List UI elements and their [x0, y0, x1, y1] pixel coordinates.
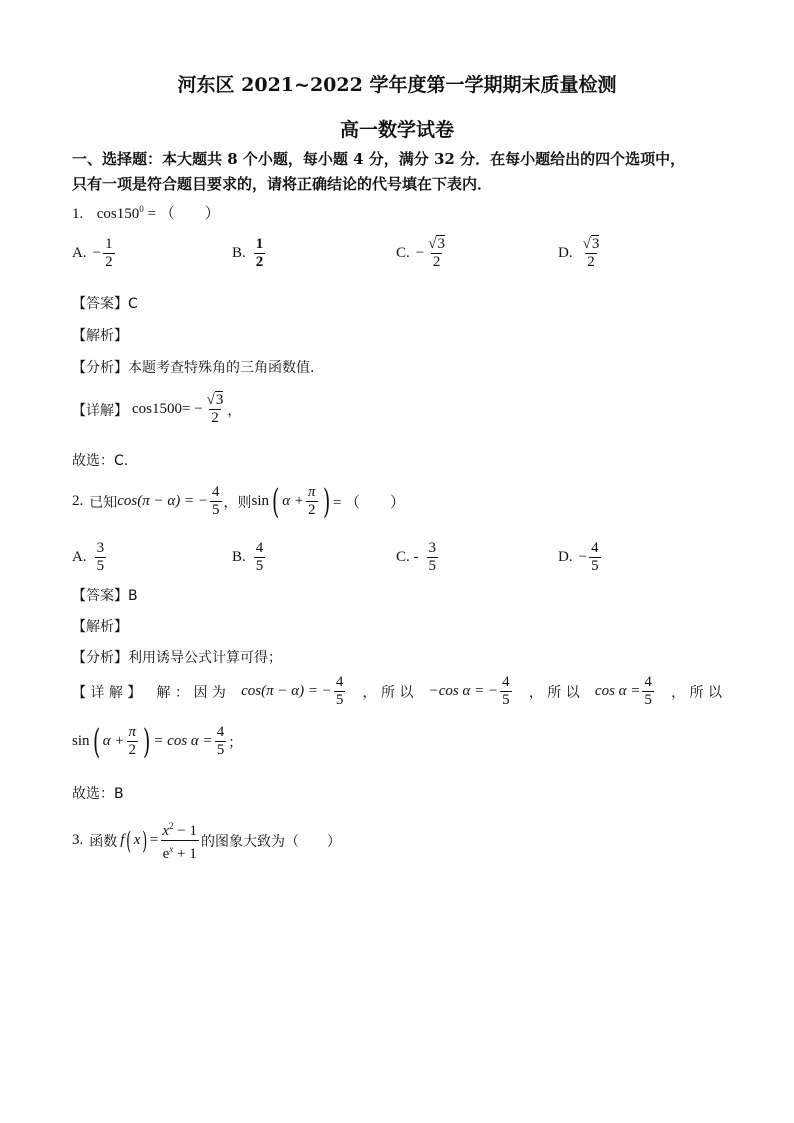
right-paren: ) — [143, 721, 151, 762]
detail-end: ， — [227, 402, 242, 419]
q1-answer — [72, 293, 138, 313]
denominator: 5 — [255, 558, 264, 574]
q1-analysis-tag: 【解析】 — [72, 328, 128, 344]
answer-value: B — [128, 588, 138, 604]
numerator: 4 — [591, 540, 599, 556]
numerator: 1 — [255, 236, 264, 252]
numerator: 1 — [105, 236, 113, 252]
q2-given: 已知 — [89, 494, 118, 511]
function-name: f — [120, 832, 125, 848]
fenxi-tag: 【分析】 — [72, 360, 128, 376]
numerator: 3 — [428, 540, 436, 556]
right-paren: ) — [142, 826, 148, 855]
alpha-plus: α + — [102, 733, 125, 749]
q1-option-c[interactable] — [396, 236, 449, 271]
numerator: 4 — [212, 484, 220, 500]
fenxi-text: 利用诱导公式计算可得； — [128, 650, 282, 666]
question-number: 1. — [72, 206, 84, 222]
fraction — [334, 674, 346, 709]
denominator: 5 — [644, 692, 652, 708]
fenxi-text: 本题考查特殊角的三角函数值. — [128, 360, 315, 376]
detail-tag: 【详解】 — [72, 402, 128, 419]
detail-step-1 — [241, 674, 347, 709]
denominator: 2 — [128, 742, 137, 758]
answer-tag: 【答案】 — [72, 296, 128, 312]
denominator: $e^x + 1$ — [161, 840, 199, 863]
q2-tail: = （ ） — [332, 495, 406, 511]
q1-choice: 故选：C. — [72, 453, 129, 469]
denominator: 5 — [428, 558, 436, 574]
question-number: 2. — [72, 493, 84, 509]
fraction — [127, 724, 139, 759]
q3-func: 函数 — [89, 833, 118, 850]
q2-detail-line-1 — [72, 674, 722, 709]
alpha-plus: α + — [282, 493, 305, 509]
so-connector: ， 所 以 — [528, 684, 580, 701]
fraction — [427, 540, 439, 575]
detail-step-3 — [595, 674, 656, 709]
detail-expression: cos α = — [594, 683, 641, 699]
minus-sign: − — [92, 245, 102, 261]
sin-function: sin — [72, 733, 90, 749]
detail-step-2 — [429, 674, 514, 709]
fraction — [160, 818, 199, 863]
answer-value: C — [128, 296, 138, 312]
detail-solution: 解 ： 因 为 — [156, 684, 226, 701]
minus-sign: − — [578, 549, 588, 565]
q2-option-c[interactable] — [396, 540, 440, 575]
section-instruction-line-1: 一、选择题：本大题共 8 个小题，每小题 4 分，满分 32 分．在每小题给出的四个选项中， — [72, 150, 686, 168]
denominator: 2 — [255, 254, 264, 270]
option-label: C. - — [396, 549, 419, 565]
q2-then: ，则 — [223, 494, 252, 511]
denominator: 2 — [105, 254, 113, 270]
denominator: 5 — [335, 692, 344, 708]
section-instruction-line-2: 只有一项是符合题目要求的，请将正确结论的代号填在下表内． — [72, 175, 493, 193]
equals: = — [149, 832, 159, 848]
degree-mark: 0 — [139, 204, 144, 214]
fraction — [500, 674, 512, 709]
fraction — [95, 540, 107, 575]
fraction — [215, 724, 227, 759]
q1-fenxi — [72, 357, 314, 377]
question-number: 3. — [72, 832, 84, 848]
q2-detail-line-2 — [72, 721, 243, 762]
denominator: 5 — [212, 502, 220, 518]
detail-equals: = − — [182, 401, 203, 417]
numerator: π — [308, 484, 316, 500]
numerator: √3 — [428, 236, 445, 252]
left-paren: ( — [92, 721, 100, 762]
numerator: 3 — [96, 540, 105, 556]
q2-analysis-tag: 【解析】 — [72, 619, 128, 635]
denominator: 2 — [211, 410, 219, 426]
numerator: 4 — [255, 540, 264, 556]
sin-function: sin — [251, 493, 270, 509]
fraction — [306, 484, 318, 519]
question-2-stem — [72, 481, 406, 522]
fraction — [205, 392, 226, 427]
fraction — [642, 674, 654, 709]
detail-equals: = cos α = — [153, 733, 213, 749]
option-label: A. — [72, 245, 87, 261]
option-label: D. — [558, 245, 573, 261]
fraction — [426, 236, 447, 271]
q2-option-d[interactable] — [558, 540, 603, 575]
q1-detail — [72, 392, 241, 427]
fraction — [210, 484, 222, 519]
q1-option-d[interactable] — [558, 236, 603, 271]
option-label: D. — [558, 549, 573, 565]
so-connector: ， 所 以 — [362, 684, 414, 701]
variable: x — [133, 832, 141, 848]
numerator: √3 — [206, 392, 224, 408]
fraction — [589, 540, 601, 575]
numerator: $x^2 - 1$ — [162, 821, 197, 839]
denominator: 2 — [308, 502, 316, 518]
numerator: 4 — [335, 674, 344, 690]
denominator: 5 — [216, 742, 225, 758]
page-title: 河东区 2021~2022 学年度第一学期期末质量检测 — [177, 74, 617, 96]
q1-option-a[interactable] — [72, 236, 117, 271]
numerator: √3 — [582, 236, 600, 252]
fraction — [254, 540, 266, 575]
denominator: 5 — [502, 692, 510, 708]
denominator: 2 — [587, 254, 595, 270]
detail-end: ； — [228, 734, 243, 751]
numerator: 4 — [216, 724, 225, 740]
denominator: 5 — [96, 558, 105, 574]
denominator: 2 — [432, 254, 441, 270]
numerator: 4 — [644, 674, 652, 690]
answer-tag: 【答案】 — [72, 588, 128, 604]
left-paren: ( — [272, 481, 280, 522]
q1-expression: cos150 — [96, 206, 140, 222]
numerator: π — [128, 724, 137, 740]
question-3-stem — [72, 818, 341, 863]
detail-expression: cos(π − α) = − — [241, 683, 332, 699]
denominator: 5 — [591, 558, 599, 574]
detail-expression: cos150 — [132, 401, 175, 417]
fenxi-tag: 【分析】 — [72, 650, 128, 666]
fraction — [254, 236, 266, 271]
left-paren: ( — [126, 826, 132, 855]
option-label: B. — [232, 549, 246, 565]
q2-answer — [72, 585, 138, 605]
q1-option-b[interactable] — [232, 236, 267, 271]
q2-fenxi — [72, 647, 282, 667]
option-label: A. — [72, 549, 87, 565]
numerator: 4 — [502, 674, 510, 690]
fraction — [103, 236, 115, 271]
degree-mark: 0 — [174, 401, 182, 417]
minus-sign: − — [415, 245, 425, 261]
right-paren: ) — [322, 481, 330, 522]
so-connector: ， 所 以 — [671, 684, 722, 701]
detail-tag: 【 详 解 】 — [72, 684, 142, 701]
q2-cos-expression: cos(π − α) = − — [117, 493, 208, 509]
option-label: B. — [232, 245, 246, 261]
option-label: C. — [396, 245, 410, 261]
q2-option-a[interactable] — [72, 540, 108, 575]
detail-expression: −cos α = − — [428, 683, 499, 699]
q3-tail: 的图象大致为（ ） — [200, 833, 341, 850]
q1-tail: = （ ） — [143, 206, 220, 222]
q2-option-b[interactable] — [232, 540, 267, 575]
question-1-stem — [72, 202, 220, 223]
fraction — [581, 236, 602, 271]
q2-choice: 故选：B — [72, 786, 124, 802]
page-subtitle: 高一数学试卷 — [339, 119, 454, 141]
